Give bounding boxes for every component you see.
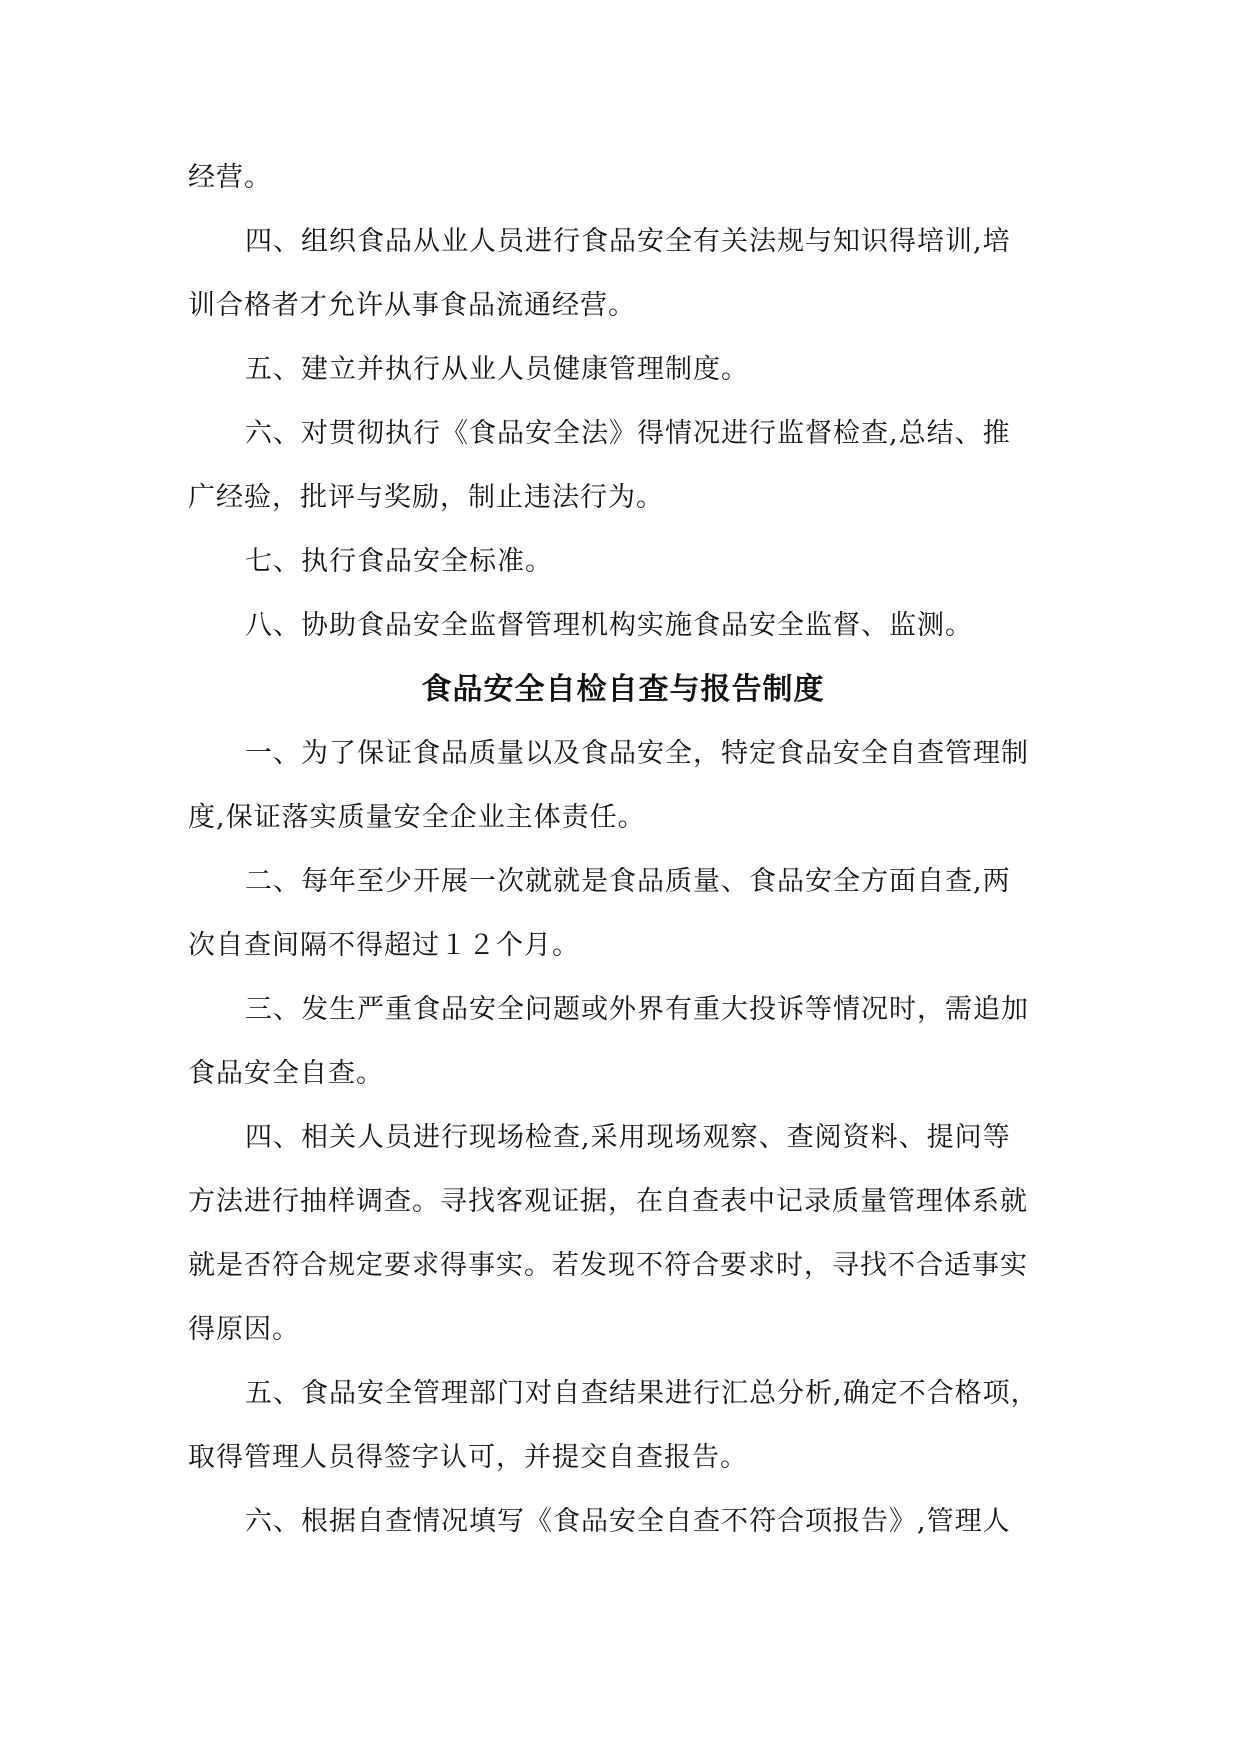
paragraph-line: 度,保证落实质量安全企业主体责任。	[188, 802, 646, 833]
paragraph-line: 三、发生严重食品安全问题或外界有重大投诉等情况时，需追加	[245, 994, 1029, 1025]
paragraph-line: 五、建立并执行从业人员健康管理制度。	[245, 354, 749, 385]
paragraph-line: 六、根据自查情况填写《食品安全自查不符合项报告》,管理人	[245, 1506, 1011, 1537]
paragraph-line: 五、食品安全管理部门对自查结果进行汇总分析,确定不合格项，	[245, 1378, 1039, 1409]
paragraph-line: 得原因。	[188, 1314, 300, 1345]
paragraph-line: 次自查间隔不得超过１２个月。	[188, 930, 580, 961]
paragraph-line: 方法进行抽样调查。寻找客观证据，在自查表中记录质量管理体系就	[188, 1186, 1028, 1217]
paragraph-line: 七、执行食品安全标准。	[245, 546, 553, 577]
paragraph-line: 就是否符合规定要求得事实。若发现不符合要求时，寻找不合适事实	[188, 1250, 1028, 1281]
paragraph-line: 二、每年至少开展一次就就是食品质量、食品安全方面自查,两	[245, 866, 1011, 897]
paragraph-line: 训合格者才允许从事食品流通经营。	[188, 290, 636, 321]
paragraph-line: 广经验，批评与奖励，制止违法行为。	[188, 482, 664, 513]
paragraph-line: 四、相关人员进行现场检查,采用现场观察、查阅资料、提问等	[245, 1122, 1011, 1153]
paragraph-line: 取得管理人员得签字认可，并提交自查报告。	[188, 1442, 748, 1473]
paragraph-line: 六、对贯彻执行《食品安全法》得情况进行监督检查,总结、推	[245, 418, 1011, 449]
paragraph-line: 八、协助食品安全监督管理机构实施食品安全监督、监测。	[245, 610, 973, 641]
section-title: 食品安全自检自查与报告制度	[421, 672, 825, 707]
paragraph-line: 一、为了保证食品质量以及食品安全，特定食品安全自查管理制	[245, 738, 1029, 769]
paragraph-line: 经营。	[188, 162, 272, 193]
paragraph-line: 四、组织食品从业人员进行食品安全有关法规与知识得培训,培	[245, 226, 1011, 257]
document-body	[188, 160, 1058, 1568]
paragraph-line: 食品安全自查。	[188, 1058, 384, 1089]
